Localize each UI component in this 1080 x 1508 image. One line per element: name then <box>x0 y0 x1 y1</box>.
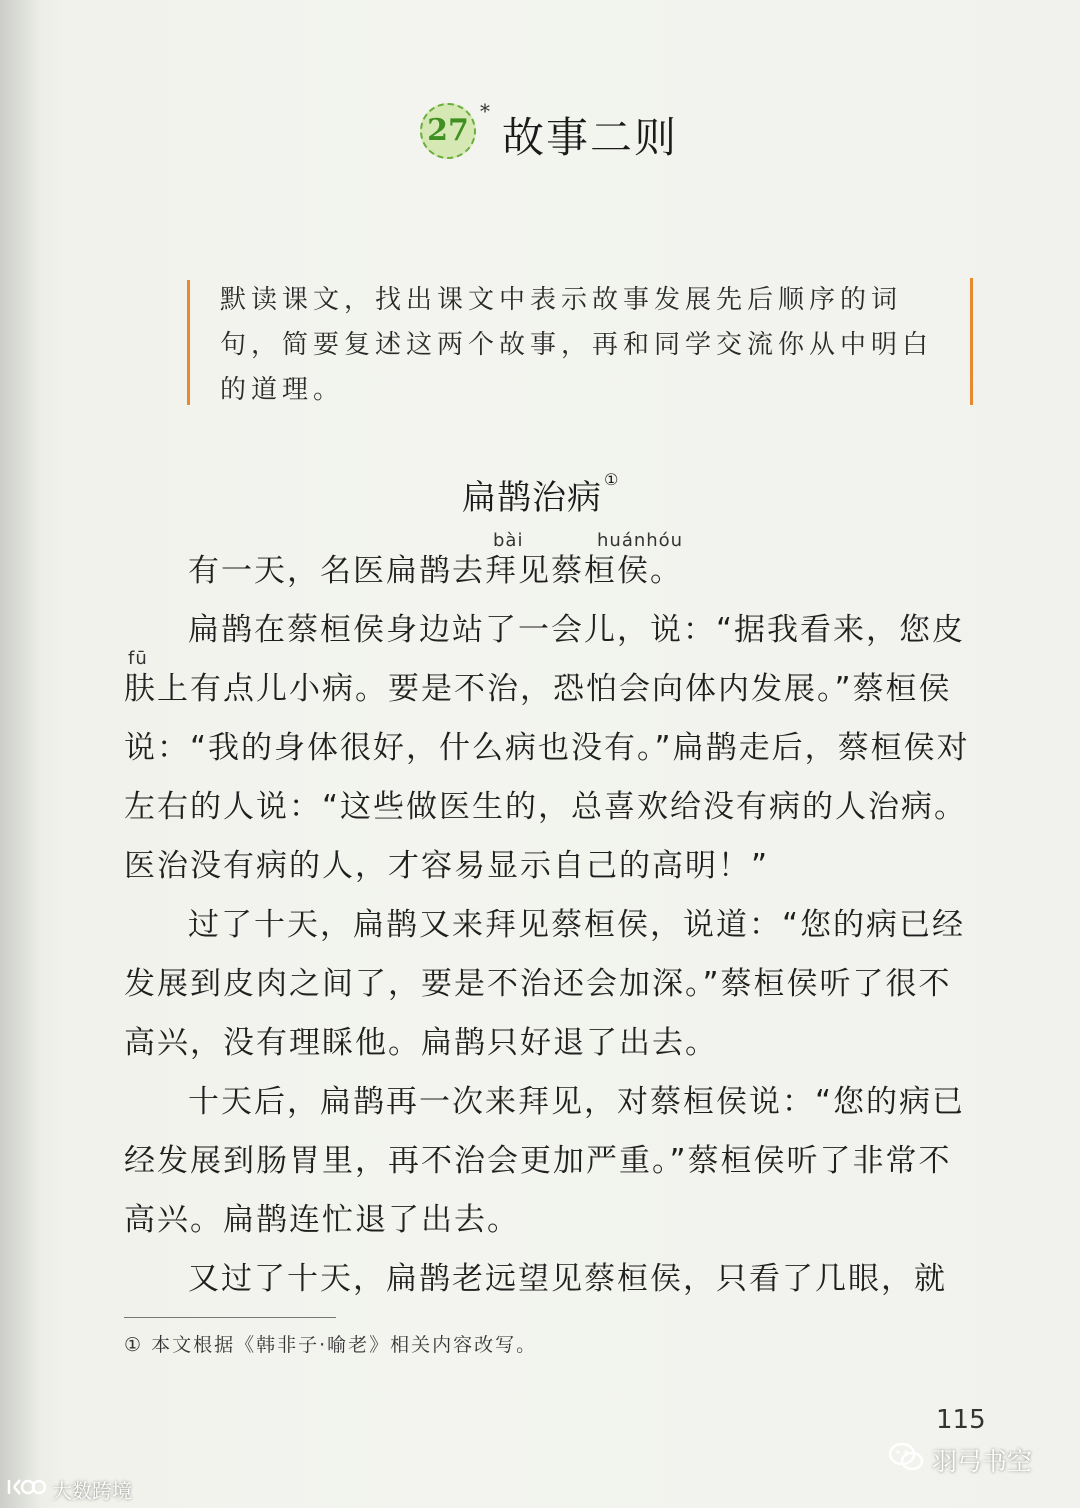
watermark-right-text: 羽弓书空 <box>932 1447 1033 1476</box>
watermark-left <box>6 1474 132 1504</box>
brand-logo-icon <box>6 1476 46 1503</box>
story-title <box>462 470 619 519</box>
optional-lesson-star: * <box>480 99 490 123</box>
lesson-title: 故事二则 <box>502 113 679 162</box>
pinyin-fu: fū <box>128 648 148 669</box>
page-number: 115 <box>936 1405 986 1435</box>
paragraph-2: 扁鹊在蔡桓侯身边站了一会儿，说：“据我看来，您皮肤上有点儿小病。要是不治，恐怕会向体内发展。”蔡桓侯说：“我的身体很好，什么病也没有。”扁鹊走后，蔡桓侯对左右的人说：“这些做医生的，总喜欢给没有病的人治病。医治没有病的人，才容易显示自己的高明！” <box>124 612 970 884</box>
paragraph-3: 过了十天，扁鹊又来拜见蔡桓侯，说道：“您的病已经发展到皮肉之间了，要是不治还会加深。”蔡桓侯听了很不高兴，没有理睬他。扁鹊只好退了出去。 <box>124 907 966 1061</box>
watermark-left-text: 大数跨境 <box>52 1478 132 1503</box>
task-box-right-bar <box>970 278 973 405</box>
watermark-right <box>888 1440 1032 1480</box>
reading-task: 默读课文，找出课文中表示故事发展先后顺序的词句，简要复述这两个故事，再和同学交流你从中明白的道理。 <box>220 285 934 405</box>
page-edge-shadow <box>0 0 40 1508</box>
story-title-text: 扁鹊治病 <box>462 478 602 518</box>
footnote: ① 本文根据《韩非子·喻老》相关内容改写。 <box>124 1334 538 1356</box>
story-body <box>124 542 984 1309</box>
pinyin-bai: bài <box>493 530 524 551</box>
pinyin-huanhou: huánhóu <box>597 530 684 551</box>
footnote-divider <box>124 1317 336 1318</box>
lesson-number-badge: 27 <box>420 103 476 159</box>
wechat-icon <box>888 1442 924 1478</box>
paragraph-4: 十天后，扁鹊再一次来拜见，对蔡桓侯说：“您的病已经发展到肠胃里，再不治会更加严重。”蔡桓侯听了非常不高兴。扁鹊连忙退了出去。 <box>124 1084 966 1238</box>
paragraph-1: 有一天，名医扁鹊去拜见蔡桓侯。 <box>188 553 683 589</box>
task-box-left-bar <box>187 280 190 405</box>
footnote-mark: ① <box>604 470 620 489</box>
paragraph-5: 又过了十天，扁鹊老远望见蔡桓侯，只看了几眼，就 <box>188 1261 947 1297</box>
